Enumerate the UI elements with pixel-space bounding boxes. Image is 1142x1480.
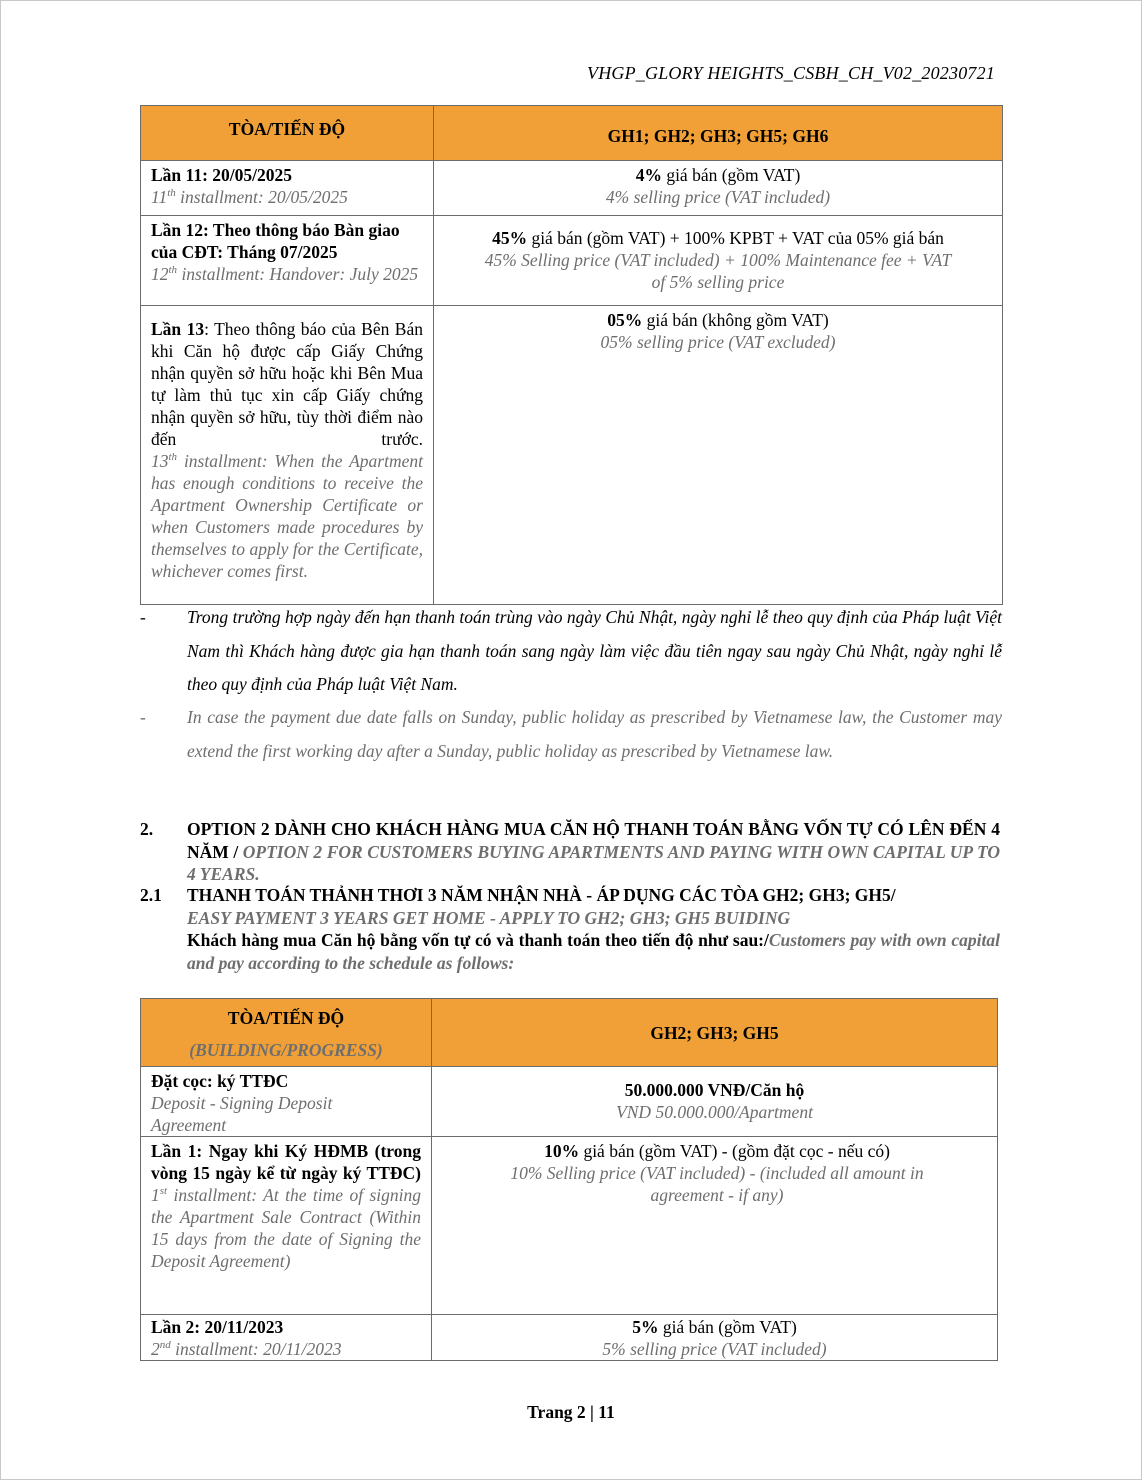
amount-vi: 45% giá bán (gồm VAT) + 100% KPBT + VAT của 05% giá bán (492, 228, 944, 248)
section-2-1-heading: 2.1 THANH TOÁN THẢNH THƠI 3 NĂM NHẬN NHÀ - ÁP DỤNG CÁC TÒA GH2; GH3; GH5/ EASY PAYMENT 3 YEARS GET HOME - APPLY TO GH2; GH3; GH5 BUIDING Khách hàng mua Căn hộ bằng vốn tự có và thanh toán theo tiến độ như sau:/Customers pay with own capital and pay according to the schedule as follows: (140, 885, 1000, 973)
section-2-heading: 2. OPTION 2 DÀNH CHO KHÁCH HÀNG MUA CĂN HỘ THANH TOÁN BẰNG VỐN TỰ CÓ LÊN ĐẾN 4 NĂM / OPTION 2 FOR CUSTOMERS BUYING APARTMENTS AND PAYING WITH OWN CAPITAL UP TO 4 YEARS. (140, 819, 1000, 884)
table-row (141, 1137, 998, 1315)
amount-cell (434, 216, 1003, 306)
amount-en: 4% selling price (VAT included) (605, 187, 831, 207)
installment-en: 2nd installment: 20/11/2023 (151, 1339, 342, 1359)
installment-vi: Lần 12: Theo thông báo Bàn giao của CĐT: Tháng 07/2025 (151, 220, 400, 262)
header-buildings: GH1; GH2; GH3; GH5; GH6 (434, 106, 1003, 161)
installment-vi: Lần 13: Theo thông báo của Bên Bán khi Căn hộ được cấp Giấy Chứng nhận quyền sở hữu hoặc khi Bên Mua tự làm thủ tục xin cấp Giấy chứng nhận quyền sở hữu, tùy thời điểm nào đến trước. (151, 319, 424, 449)
installment-en: 13th installment: When the Apartment has enough conditions to receive the Apartment Ownership Certificate or when Customers made procedures by themselves to apply for the Certificate, whichever comes first. (151, 451, 423, 581)
installment-en: 1st installment: At the time of signing the Apartment Sale Contract (Within 15 days from the date of Signing the Deposit Agreement) (151, 1185, 421, 1271)
amount-en: 10% Selling price (VAT included) - (included all amount in agreement - if any) (510, 1163, 924, 1205)
note-vi: - Trong trường hợp ngày đến hạn thanh toán trùng vào ngày Chủ Nhật, ngày nghỉ lễ theo quy định của Pháp luật Việt Nam thì Khách hàng được gia hạn thanh toán sang ngày làm việc đầu tiên ngay sau ngày Chủ Nhật, ngày nghỉ lễ theo quy định của Pháp luật Việt Nam. (140, 607, 1002, 694)
installment-vi: Lần 11: 20/05/2025 (151, 165, 292, 185)
document-code: VHGP_GLORY HEIGHTS_CSBH_CH_V02_20230721 (587, 63, 995, 83)
installment-cell (141, 1067, 432, 1137)
amount-cell (432, 1137, 998, 1315)
amount-en: VND 50.000.000/Apartment (616, 1102, 813, 1122)
amount-cell (434, 306, 1003, 605)
amount-vi: 50.000.000 VNĐ/Căn hộ (624, 1080, 805, 1100)
amount-vi: 4% giá bán (gồm VAT) (635, 165, 801, 185)
table-row (141, 216, 1003, 306)
payment-schedule-table-2 (140, 998, 998, 1361)
installment-en: Deposit - Signing Deposit Agreement (151, 1093, 333, 1135)
installment-en: 12th installment: Handover: July 2025 (151, 264, 419, 284)
amount-vi: 5% giá bán (gồm VAT) (632, 1317, 797, 1337)
installment-cell (141, 1137, 432, 1315)
amount-vi: 10% giá bán (gồm VAT) - (gồm đặt cọc - nếu có) (544, 1141, 890, 1161)
header-building-progress: TÒA/TIẾN ĐỘ (BUILDING/PROGRESS) (141, 999, 432, 1067)
installment-cell (141, 216, 434, 306)
installment-vi: Lần 2: 20/11/2023 (151, 1317, 284, 1337)
amount-en: 5% selling price (VAT included) (602, 1339, 827, 1359)
page-number: Trang 2 | 11 (527, 1402, 615, 1422)
amount-cell (432, 1067, 998, 1137)
amount-en: 45% Selling price (VAT included) + 100% Maintenance fee + VAT of 5% selling price (484, 250, 952, 292)
installment-vi: Đặt cọc: ký TTĐC (151, 1071, 289, 1091)
header-building-progress: TÒA/TIẾN ĐỘ (141, 106, 434, 161)
table-header-row (141, 999, 998, 1067)
table-row (141, 306, 1003, 605)
table-row (141, 1315, 998, 1361)
payment-schedule-table-1 (140, 105, 1003, 605)
table-row (141, 1067, 998, 1137)
amount-cell (434, 161, 1003, 216)
installment-cell (141, 161, 434, 216)
amount-vi: 05% giá bán (không gồm VAT) (607, 310, 829, 330)
table-row (141, 161, 1003, 216)
installment-en: 11th installment: 20/05/2025 (151, 187, 348, 207)
header-buildings: GH2; GH3; GH5 (432, 999, 998, 1067)
installment-cell (141, 306, 434, 605)
installment-vi: Lần 1: Ngay khi Ký HĐMB (trong vòng 15 ngày kể từ ngày ký TTĐC) (151, 1141, 421, 1183)
note-en: - In case the payment due date falls on Sunday, public holiday as prescribed by Vietnamese law, the Customer may extend the first working day after a Sunday, public holiday as prescribed by Vietnamese law. (140, 707, 1002, 761)
installment-cell (141, 1315, 432, 1361)
amount-en: 05% selling price (VAT excluded) (600, 332, 836, 352)
table-header-row (141, 106, 1003, 161)
amount-cell (432, 1315, 998, 1361)
